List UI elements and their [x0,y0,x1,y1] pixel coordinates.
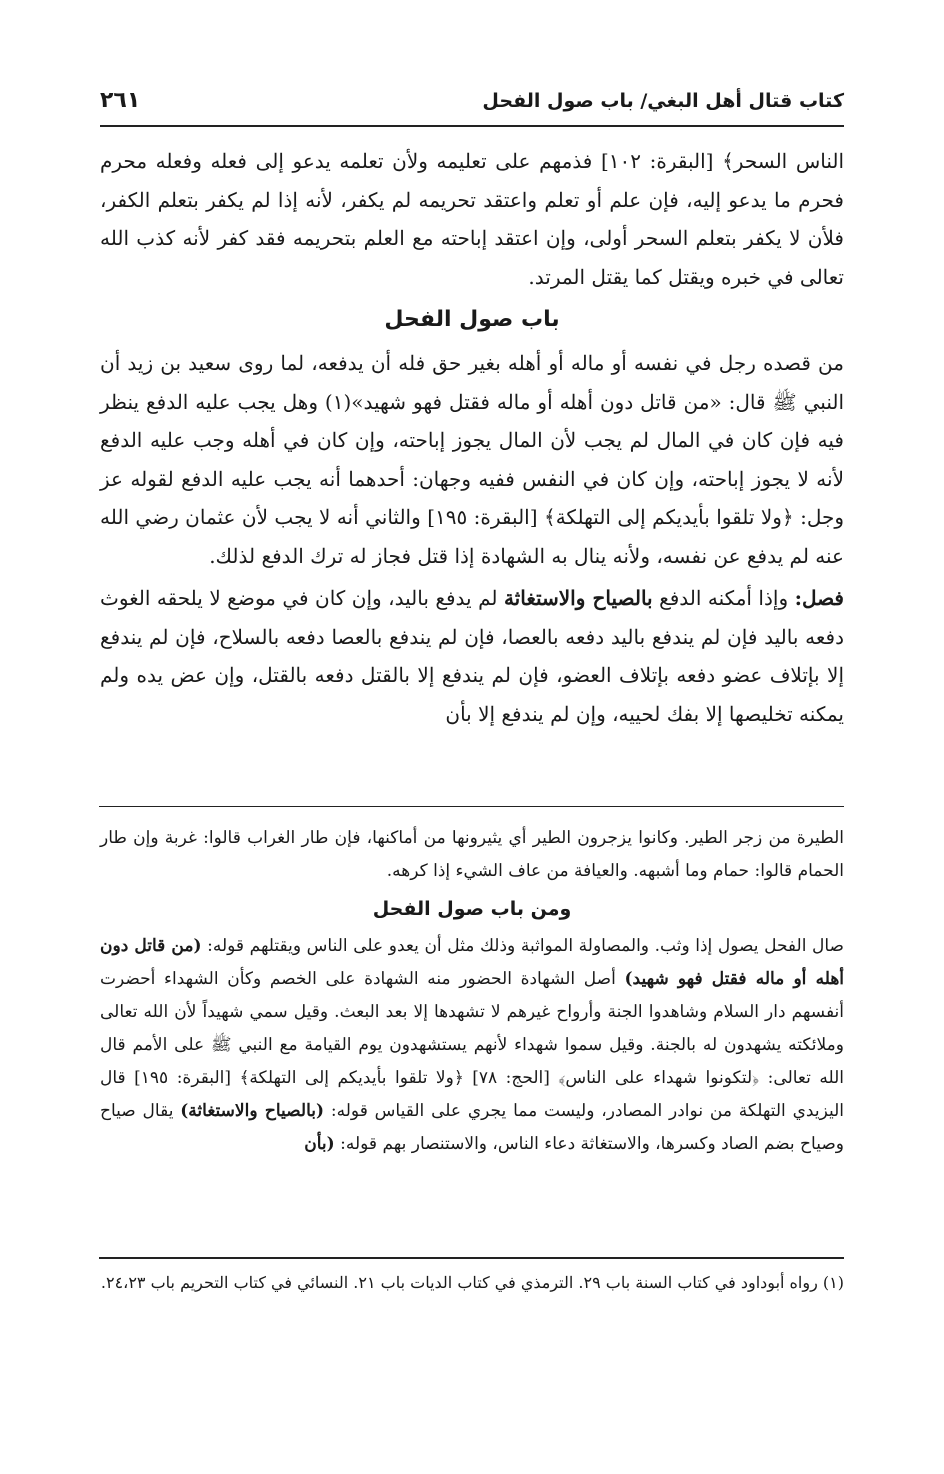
fasl-text: لم يدفع باليد، وإن كان في موضع لا يلحقه الغوث دفعه باليد فإن لم يندفع باليد دفعه بالعصا، فإن لم يندفع بالعصا دفعه بالسلاح، فإن لم يندفع إلا بإتلاف عضو دفعه بإتلاف العضو، فإن لم يندفع إلا بالقتل دفعه بالقتل، وإن عض يده ولم يمكنه تخليصها إلا بفك لحييه، وإن لم يندفع إلا بأن [100,586,844,726]
notes-text: صال الفحل يصول إذا وثب. والمصاولة المواثبة وذلك مثل أن يعدو على الناس ويقتلهم قوله: [201,936,844,956]
footnote-divider [99,1257,844,1259]
fasl-bold-phrase: بالصياح والاستغاثة [503,586,653,610]
page-number: ٢٦١ [100,88,141,113]
fasl-paragraph [100,579,844,733]
header-rule [100,125,844,127]
notes-text: يقال صياح وصياح بضم الصاد وكسرها، والاستغاثة دعاء الناس، والاستنصار بهم قوله: [100,1101,844,1154]
page-header [100,84,844,124]
fasl-text: وإذا أمكنه الدفع [652,586,795,610]
notes-bold-quote: (بالصياح والاستغاثة) [180,1101,325,1121]
commentary-notes [100,822,844,1161]
footnote-1: (١) رواه أبوداود في كتاب السنة باب ٢٩. الترمذي في كتاب الديات باب ٢١. النسائي في كتاب التحريم باب ٢٤،٢٣. [100,1273,844,1292]
fasl-label: فصل: [794,586,844,610]
footnotes [100,1268,844,1298]
section-heading: باب صول الفحل [384,307,560,332]
notes-paragraph: الطيرة من زجر الطير. وكانوا يزجرون الطير أي يثيرونها من أماكنها، فإن طار الغراب قالوا: غربة وإن طار الحمام قالوا: حمام وما أشبهه. والعيافة من عاف الشيء إذا كرهه. [100,828,844,881]
running-title: كتاب قتال أهل البغي/ باب صول الفحل [482,90,844,112]
notes-bold-quote: (بأن [304,1134,335,1154]
main-text [100,142,844,733]
notes-divider [99,806,844,807]
notes-bold-quote: (من قاتل دون أهله أو ماله فقتل فهو شهيد) [100,936,845,989]
notes-text: أصل الشهادة الحضور منه الشهادة على الخصم وكأن الشهداء أحضرت أنفسهم دار السلام وشاهدوا الجنة وأرواح غيرهم لا تشهدها إلا بعد البعث. وقيل سمي شهيداً لأن الله تعالى وملائكته يشهدون له بالجنة. وقيل سموا شهداء لأنهم يستشهدون يوم القيامة مع النبي ﷺ على الأمم قال الله تعالى: ﴿لتكونوا شهداء على الناس﴾ [الحج: ٧٨] ﴿ولا تلقوا بأيديكم إلى التهلكة﴾ [البقرة: ١٩٥] قال اليزيدي التهلكة من نوادر المصادر، وليست مما يجري على القياس قوله: [100,969,844,1121]
main-paragraph: الناس السحر﴾ [البقرة: ١٠٢] فذمهم على تعليمه ولأن تعلمه يدعو إلى فعله وفعله محرم فحرم ما يدعو إليه، فإن علم أو تعلم واعتقد تحريمه لم يكفر، لأنه إذا لم يكفر بتعلم الكفر، فلأن لا يكفر بتعلم السحر أولى، وإن اعتقد إباحته مع العلم بتحريمه فقد كفر لأنه كذب الله تعالى في خبره ويقتل كما يقتل المرتد. [100,149,845,289]
notes-paragraph [100,930,844,1161]
notes-heading: ومن باب صول الفحل [372,898,572,920]
main-paragraph: من قصده رجل في نفسه أو ماله أو أهله بغير حق فله أن يدفعه، لما روى سعيد بن زيد أن النبي ﷺ قال: «من قاتل دون أهله أو ماله فقتل فهو شهيد»(١) وهل يجب عليه الدفع ينظر فيه فإن كان في المال لم يجب لأن المال يجوز إباحته، وإن كان في أهله وجب عليه الدفع لأنه لا يجوز إباحته، وإن كان في النفس ففيه وجهان: أحدهما أنه يجب عليه الدفع لقوله عز وجل: ﴿ولا تلقوا بأيديكم إلى التهلكة﴾ [البقرة: ١٩٥] والثاني أنه لا يجب لأن عثمان رضي الله عنه لم يدفع عن نفسه، ولأنه ينال به الشهادة إذا قتل فجاز له ترك الدفع لذلك. [100,351,844,568]
